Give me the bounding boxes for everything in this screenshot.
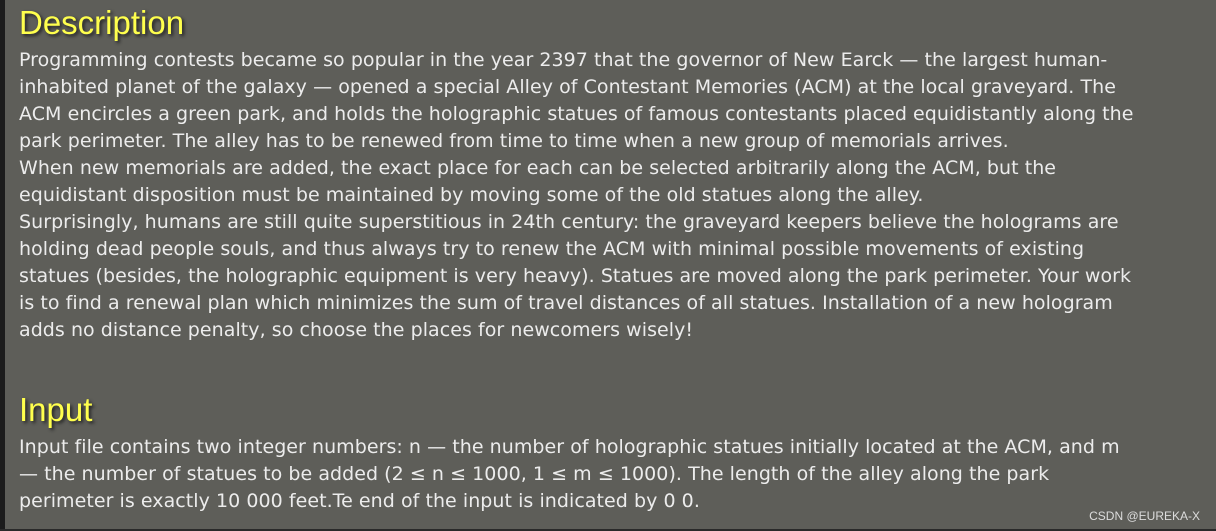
watermark: CSDN @EUREKA-X (1089, 509, 1200, 523)
description-line: statues (besides, the holographic equipment is very heavy). Statues are moved along the park perimeter. Your work (19, 265, 1132, 287)
description-line: ACM encircles a green park, and holds the holographic statues of famous contestants placed equidistantly along the (19, 103, 1134, 125)
description-line: When new memorials are added, the exact place for each can be selected arbitrarily along the ACM, but the (19, 157, 1057, 179)
description-line: holding dead people souls, and thus always try to renew the ACM with minimal possible movements of existing (19, 238, 1085, 260)
input-heading: Input (19, 391, 93, 428)
input-line: Input file contains two integer numbers: n — the number of holographic statues initially located at the ACM, and m (19, 436, 1120, 458)
left-border (0, 0, 5, 531)
description-line: Programming contests became so popular in the year 2397 that the governor of New Earck — the largest human- (19, 49, 1108, 71)
description-line: inhabited planet of the galaxy — opened a special Alley of Contestant Memories (ACM) at the local graveyard. The (19, 76, 1116, 98)
input-line: perimeter is exactly 10 000 feet.Te end of the input is indicated by 0 0. (19, 490, 700, 512)
input-line: — the number of statues to be added (2 ≤ n ≤ 1000, 1 ≤ m ≤ 1000). The length of the alley along the park (19, 463, 1050, 485)
description-line: adds no distance penalty, so choose the places for newcomers wisely! (19, 319, 694, 341)
input-body (19, 434, 1120, 515)
description-line: park perimeter. The alley has to be renewed from time to time when a new group of memorials arrives. (19, 130, 1009, 152)
description-body (19, 47, 1134, 344)
description-line: is to find a renewal plan which minimizes the sum of travel distances of all statues. Installation of a new hologram (19, 292, 1113, 314)
description-heading: Description (19, 4, 185, 41)
description-line: equidistant disposition must be maintained by moving some of the old statues along the alley. (19, 184, 924, 206)
description-line: Surprisingly, humans are still quite superstitious in 24th century: the graveyard keepers believe the holograms are (19, 211, 1119, 233)
